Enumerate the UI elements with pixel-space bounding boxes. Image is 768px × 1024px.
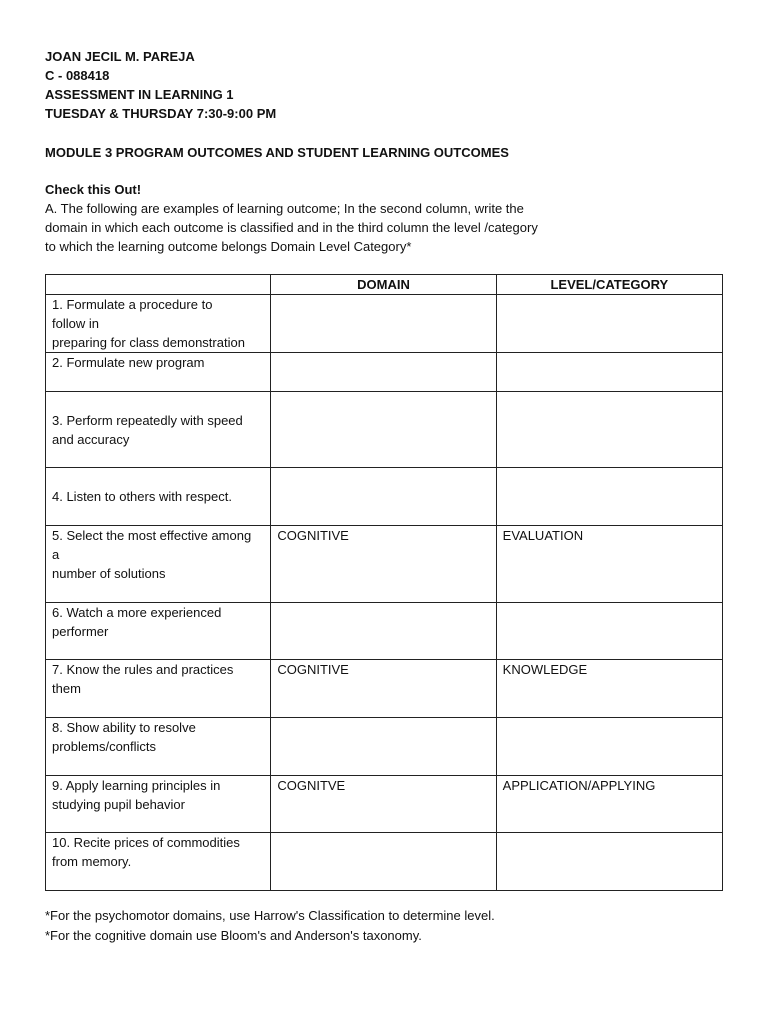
class-schedule: TUESDAY & THURSDAY 7:30-9:00 PM [45, 106, 277, 121]
student-name: JOAN JECIL M. PAREJA [45, 49, 195, 64]
level-cell[interactable] [496, 295, 722, 353]
level-cell[interactable] [496, 833, 722, 891]
table-row [46, 660, 723, 718]
level-cell[interactable] [496, 468, 722, 526]
table-row [46, 295, 723, 353]
footnote-psychomotor: *For the psychomotor domains, use Harrow's Classification to determine level. [45, 908, 495, 923]
level-cell[interactable] [496, 353, 722, 392]
outcome-cell: 10. Recite prices of commodities from memory. [46, 833, 271, 891]
table-row [46, 776, 723, 833]
table-row [46, 603, 723, 660]
outcome-cell: 3. Perform repeatedly with speed and accuracy [46, 392, 271, 468]
module-title: MODULE 3 PROGRAM OUTCOMES AND STUDENT LEARNING OUTCOMES [45, 145, 509, 160]
student-id: C - 088418 [45, 68, 110, 83]
level-cell[interactable] [496, 603, 722, 660]
domain-cell[interactable] [271, 353, 496, 392]
outcome-cell: 5. Select the most effective among a number of solutions [46, 526, 271, 603]
header-level: LEVEL/CATEGORY [496, 275, 722, 295]
outcome-cell: 8. Show ability to resolve problems/conflicts [46, 718, 271, 776]
header-domain: DOMAIN [271, 275, 496, 295]
domain-cell[interactable] [271, 603, 496, 660]
learning-outcomes-table [45, 274, 723, 891]
domain-cell[interactable]: COGNITVE [271, 776, 496, 833]
section-title: Check this Out! [45, 182, 142, 197]
table-row [46, 468, 723, 526]
domain-cell[interactable] [271, 295, 496, 353]
level-cell[interactable] [496, 718, 722, 776]
table-row [46, 392, 723, 468]
outcome-cell: 4. Listen to others with respect. [46, 468, 271, 526]
instruction-line: A. The following are examples of learning outcome; In the second column, write the [45, 201, 524, 216]
table-row [46, 526, 723, 603]
level-cell[interactable] [496, 392, 722, 468]
footnote-cognitive: *For the cognitive domain use Bloom's and Anderson's taxonomy. [45, 928, 422, 943]
table-row [46, 833, 723, 891]
table-header-row [46, 275, 723, 295]
outcome-cell: 7. Know the rules and practices them [46, 660, 271, 718]
domain-cell[interactable]: COGNITIVE [271, 526, 496, 603]
outcome-cell: 9. Apply learning principles in studying pupil behavior [46, 776, 271, 833]
level-cell[interactable]: EVALUATION [496, 526, 722, 603]
outcome-cell: 6. Watch a more experienced performer [46, 603, 271, 660]
domain-cell[interactable] [271, 392, 496, 468]
course-title: ASSESSMENT IN LEARNING 1 [45, 87, 234, 102]
instruction-line: domain in which each outcome is classified and in the third column the level /category [45, 220, 538, 235]
outcome-cell: 1. Formulate a procedure to follow in preparing for class demonstration [46, 295, 271, 353]
table-row [46, 353, 723, 392]
domain-cell[interactable] [271, 718, 496, 776]
table-row [46, 718, 723, 776]
level-cell[interactable]: KNOWLEDGE [496, 660, 722, 718]
header-outcome [46, 275, 271, 295]
domain-cell[interactable] [271, 833, 496, 891]
instruction-line: to which the learning outcome belongs Domain Level Category* [45, 239, 412, 254]
level-cell[interactable]: APPLICATION/APPLYING [496, 776, 722, 833]
domain-cell[interactable]: COGNITIVE [271, 660, 496, 718]
domain-cell[interactable] [271, 468, 496, 526]
outcome-cell: 2. Formulate new program [46, 353, 271, 392]
